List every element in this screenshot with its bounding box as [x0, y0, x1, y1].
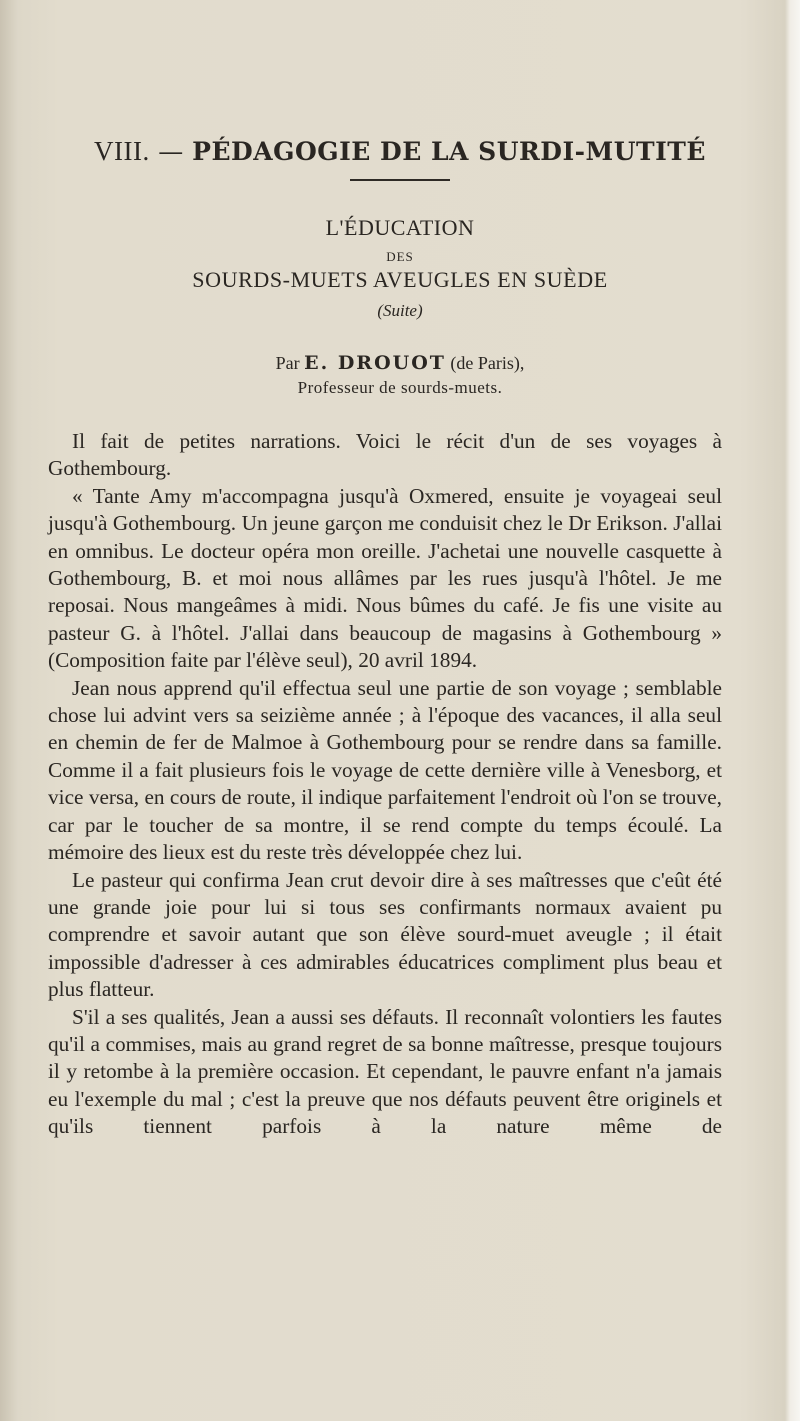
paragraph-5: S'il a ses qualités, Jean a aussi ses défauts. Il reconnaît volontiers les fautes qu'il a commises, mais au grand regret de sa bonne maîtresse, presque toujours il y retombe à la première occasion. Et cependant, le pauvre enfant n'a jamais eu l'exemple du mal ; c'est la preuve que nos défauts peuvent être originels et qu'ils tiennent parfois à la nature même de — [48, 1004, 722, 1139]
section-title — [0, 136, 800, 167]
byline — [0, 352, 800, 374]
author-name: E. DROUOT — [304, 352, 446, 374]
article-title-line1: L'ÉDUCATION — [325, 215, 475, 240]
author-role: Professeur de sourds-muets. — [297, 378, 503, 397]
byline-prefix: Par — [275, 353, 300, 373]
article-title — [0, 215, 800, 321]
paragraph-2: « Tante Amy m'accompagna jusqu'à Oxmered, ensuite je voyageai seul jusqu'à Gothembourg. Un jeune garçon me conduisit chez le Dr Erikson. J'allai en omnibus. Le docteur opéra mon oreille. J'achetai une nouvelle casquette à Gothembourg, B. et moi nous allâmes par les rues jusqu'à l'hôtel. Je me reposai. Nous mangeâmes à midi. Nous bûmes du café. Je fis une visite au pasteur G. à l'hôtel. J'allai dans beaucoup de magasins à Gothembourg » (Composition faite par l'élève seul), 20 avril 1894. — [48, 483, 722, 673]
article-title-line3: SOURDS-MUETS AVEUGLES EN SUÈDE — [192, 267, 608, 292]
article-body — [48, 428, 722, 1141]
section-title-text: PÉDAGOGIE DE LA SURDI-MUTITÉ — [192, 137, 706, 166]
section-dash: — — [158, 137, 184, 166]
paragraph-3: Jean nous apprend qu'il effectua seul une partie de son voyage ; semblable chose lui advint vers sa seizième année ; à l'époque des vacances, il alla seul en chemin de fer de Malmoe à Gothembourg pour se rendre dans sa famille. Comme il a fait plusieurs fois le voyage de cette dernière ville à Venesborg, et vice versa, en cours de route, il indique parfaitement l'endroit où l'on se trouve, car par le toucher de sa montre, il se rend compte du temps écoulé. La mémoire des lieux est du reste très développée chez lui. — [48, 675, 722, 865]
article-title-line2: DES — [386, 249, 414, 264]
section-number: VIII. — [94, 136, 150, 166]
paragraph-4: Le pasteur qui confirma Jean crut devoir dire à ses maîtresses que c'eût été une grande joie pour lui si tous ses confirmants normaux avaient pu comprendre et savoir autant que son élève sourd-muet aveugle ; il était impossible d'adresser à ces admirables éducatrices compliment plus beau et plus flatteur. — [48, 867, 722, 1002]
author-origin: (de Paris), — [450, 353, 525, 373]
paragraph-1: Il fait de petites narrations. Voici le récit d'un de ses voyages à Gothembourg. — [48, 429, 722, 481]
section-header — [0, 136, 800, 181]
article-continued: (Suite) — [377, 301, 423, 320]
title-rule — [350, 179, 450, 181]
